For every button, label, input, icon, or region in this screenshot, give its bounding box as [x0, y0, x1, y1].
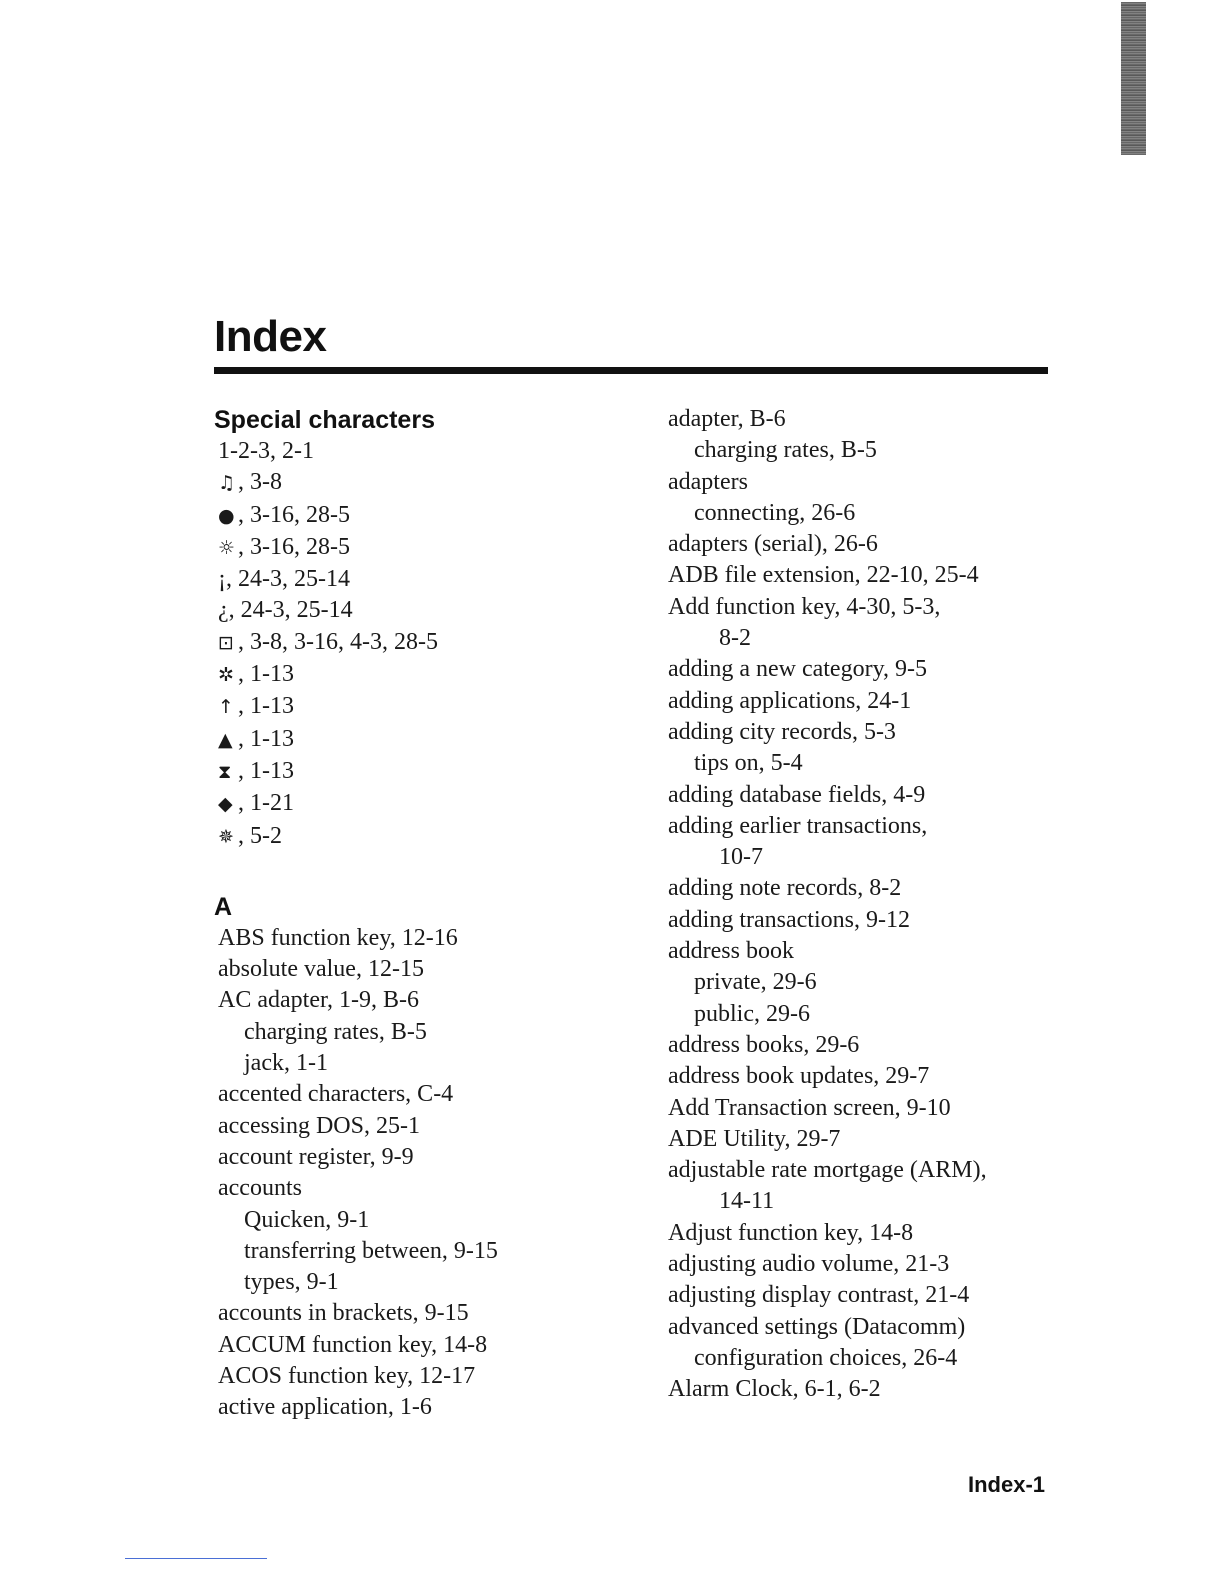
index-entry — [214, 756, 614, 788]
sun-icon: ☼ — [218, 536, 236, 559]
index-entry — [214, 788, 614, 820]
index-entry: absolute value, 12-15 — [218, 956, 424, 983]
index-entry — [214, 500, 614, 532]
index-entry — [214, 595, 614, 626]
index-entry — [214, 436, 614, 467]
index-entry: address books, 29-6 — [668, 1031, 860, 1058]
index-entry-continuation: 10-7 — [719, 844, 763, 871]
index-entry: accessing DOS, 25-1 — [218, 1112, 420, 1139]
index-entry: Add function key, 4-30, 5-3, — [668, 593, 941, 620]
index-subentry: jack, 1-1 — [244, 1050, 328, 1077]
entry-text: , 3-16, 28-5 — [238, 501, 350, 528]
index-entry: adjustable rate mortgage (ARM), — [668, 1157, 987, 1184]
index-entry: adding transactions, 9-12 — [668, 906, 910, 933]
index-subentry: Quicken, 9-1 — [244, 1206, 370, 1233]
entry-text: , 1-13 — [238, 693, 294, 720]
index-entry-continuation: 14-11 — [719, 1188, 775, 1215]
index-entry: adjusting audio volume, 21-3 — [668, 1251, 950, 1278]
index-entry — [214, 564, 614, 595]
index-entry: accounts — [218, 1175, 302, 1202]
diamond-icon: ◆ — [218, 793, 233, 816]
up-arrow-icon: ↑ — [218, 696, 234, 719]
index-entry: adding earlier transactions, — [668, 812, 928, 839]
index-entry: ACCUM function key, 14-8 — [218, 1331, 488, 1358]
index-entry: ACOS function key, 12-17 — [218, 1363, 476, 1390]
index-subentry: private, 29-6 — [694, 969, 817, 996]
bottom-rule — [125, 1558, 267, 1559]
index-entry: account register, 9-9 — [218, 1143, 414, 1170]
index-subentry: transferring between, 9-15 — [244, 1237, 498, 1264]
entry-text: , 3-8, 3-16, 4-3, 28-5 — [238, 628, 438, 655]
index-subentry: types, 9-1 — [244, 1269, 339, 1296]
index-entry: accounts in brackets, 9-15 — [218, 1300, 469, 1327]
index-entry: Add Transaction screen, 9-10 — [668, 1094, 951, 1121]
index-entry-continuation: 8-2 — [719, 625, 751, 652]
index-subentry: connecting, 26-6 — [694, 499, 856, 526]
section-heading-special-characters: Special characters — [214, 406, 435, 434]
entry-text: , 5-2 — [238, 822, 282, 849]
index-entry — [214, 821, 614, 853]
asterisk-icon: ✲ — [218, 664, 234, 687]
index-entry: Adjust function key, 14-8 — [668, 1219, 914, 1246]
index-entry — [214, 467, 614, 499]
index-entry: adapter, B-6 — [668, 406, 786, 432]
index-entry: adding a new category, 9-5 — [668, 656, 928, 683]
index-entry: accented characters, C-4 — [218, 1081, 454, 1108]
index-entry — [214, 659, 614, 691]
index-entry: adding city records, 5-3 — [668, 718, 896, 745]
section-gap — [214, 853, 614, 891]
index-entry: AC adapter, 1-9, B-6 — [218, 987, 419, 1014]
triangle-icon: ▲ — [218, 728, 233, 751]
index-entry: address book — [668, 938, 794, 965]
index-subentry: public, 29-6 — [694, 1000, 810, 1027]
index-entry — [214, 532, 614, 564]
window-icon: ⊡ — [218, 631, 234, 654]
index-entry: ADE Utility, 29-7 — [668, 1125, 841, 1152]
entry-text: ¿, 24-3, 25-14 — [218, 597, 353, 624]
entry-text: , 1-21 — [238, 790, 294, 817]
index-entry: adding note records, 8-2 — [668, 875, 902, 902]
entry-text: , 3-8 — [238, 469, 282, 496]
index-entry — [214, 691, 614, 723]
index-entry: active application, 1-6 — [218, 1394, 432, 1421]
index-entry: adjusting display contrast, 21-4 — [668, 1282, 970, 1309]
page-title: Index — [214, 312, 327, 361]
entry-text: , 1-13 — [238, 757, 294, 784]
index-subentry: charging rates, B-5 — [244, 1018, 427, 1045]
index-subentry: charging rates, B-5 — [694, 437, 877, 464]
section-heading-a: A — [214, 892, 233, 921]
hourglass-icon: ⧗ — [218, 760, 232, 783]
page-number-label: Index-1 — [968, 1472, 1046, 1497]
index-column-right — [664, 404, 1084, 1406]
index-entry: address book updates, 29-7 — [668, 1063, 930, 1090]
entry-text: , 3-16, 28-5 — [238, 533, 350, 560]
index-entry: ABS function key, 12-16 — [218, 924, 458, 951]
index-entry: adding database fields, 4-9 — [668, 781, 926, 808]
index-subentry: tips on, 5-4 — [694, 750, 803, 777]
index-entry: adapters — [668, 468, 748, 495]
entry-text: , 1-13 — [238, 661, 294, 688]
index-entry: adding applications, 24-1 — [668, 687, 912, 714]
index-entry: ADB file extension, 22-10, 25-4 — [668, 562, 979, 589]
entry-text: , 1-13 — [238, 725, 294, 752]
index-entry: adapters (serial), 26-6 — [668, 531, 878, 558]
index-entry: Alarm Clock, 6-1, 6-2 — [668, 1376, 881, 1403]
index-column-left — [214, 404, 614, 1424]
thumb-tab-marker — [1121, 2, 1146, 155]
entry-text: 1-2-3, 2-1 — [218, 438, 314, 464]
filled-circle-icon: ● — [218, 504, 235, 527]
star-burst-icon: ✵ — [218, 825, 234, 848]
title-rule — [214, 367, 1048, 374]
index-subentry: configuration choices, 26-4 — [694, 1344, 958, 1371]
index-entry: advanced settings (Datacomm) — [668, 1313, 966, 1340]
entry-text: ¡, 24-3, 25-14 — [218, 566, 350, 593]
music-note-icon: ♫ — [218, 472, 236, 495]
index-entry — [214, 627, 614, 659]
index-entry — [214, 724, 614, 756]
